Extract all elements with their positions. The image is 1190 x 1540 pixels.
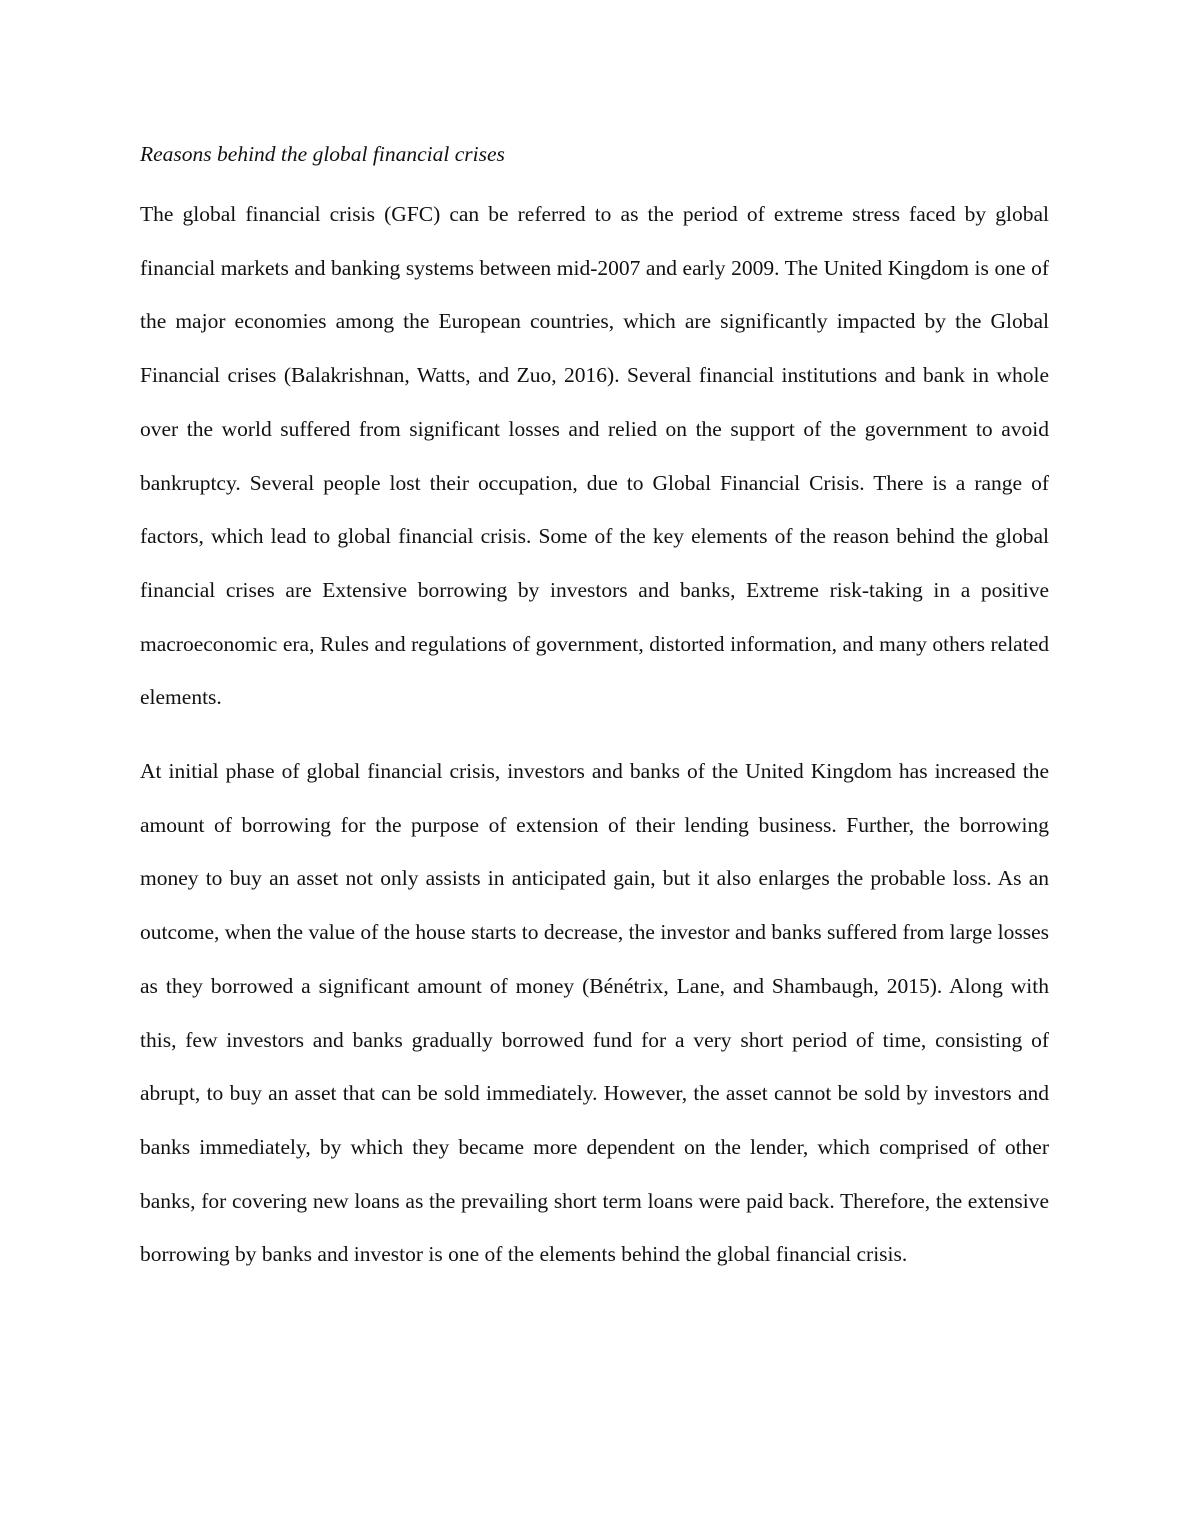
section-heading: Reasons behind the global financial crises xyxy=(140,142,505,166)
paragraph-1: The global financial crisis (GFC) can be referred to as the period of extreme stress faced by global financial markets and banking systems between mid-2007 and early 2009. The United Kingdom is one of the major economies among the European countries, which are significantly impacted by the Global Financial crises (Balakrishnan, Watts, and Zuo, 2016). Several financial institutions and bank in whole over the world suffered from significant losses and relied on the support of the government to avoid bankruptcy. Several people lost their occupation, due to Global Financial Crisis. There is a range of factors, which lead to global financial crisis. Some of the key elements of the reason behind the global financial crises are Extensive borrowing by investors and banks, Extreme risk-taking in a positive macroeconomic era, Rules and regulations of government, distorted information, and many others related elements. xyxy=(140,202,1049,710)
paragraph-2: At initial phase of global financial crisis, investors and banks of the United Kingdom has increased the amount of borrowing for the purpose of extension of their lending business. Further, the borrowing money to buy an asset not only assists in anticipated gain, but it also enlarges the probable loss. As an outcome, when the value of the house starts to decrease, the investor and banks suffered from large losses as they borrowed a significant amount of money (Bénétrix, Lane, and Shambaugh, 2015). Along with this, few investors and banks gradually borrowed fund for a very short period of time, consisting of abrupt, to buy an asset that can be sold immediately. However, the asset cannot be sold by investors and banks immediately, by which they became more dependent on the lender, which comprised of other banks, for covering new loans as the prevailing short term loans were paid back. Therefore, the extensive borrowing by banks and investor is one of the elements behind the global financial crisis. xyxy=(140,759,1049,1267)
document-body xyxy=(140,138,1049,1282)
